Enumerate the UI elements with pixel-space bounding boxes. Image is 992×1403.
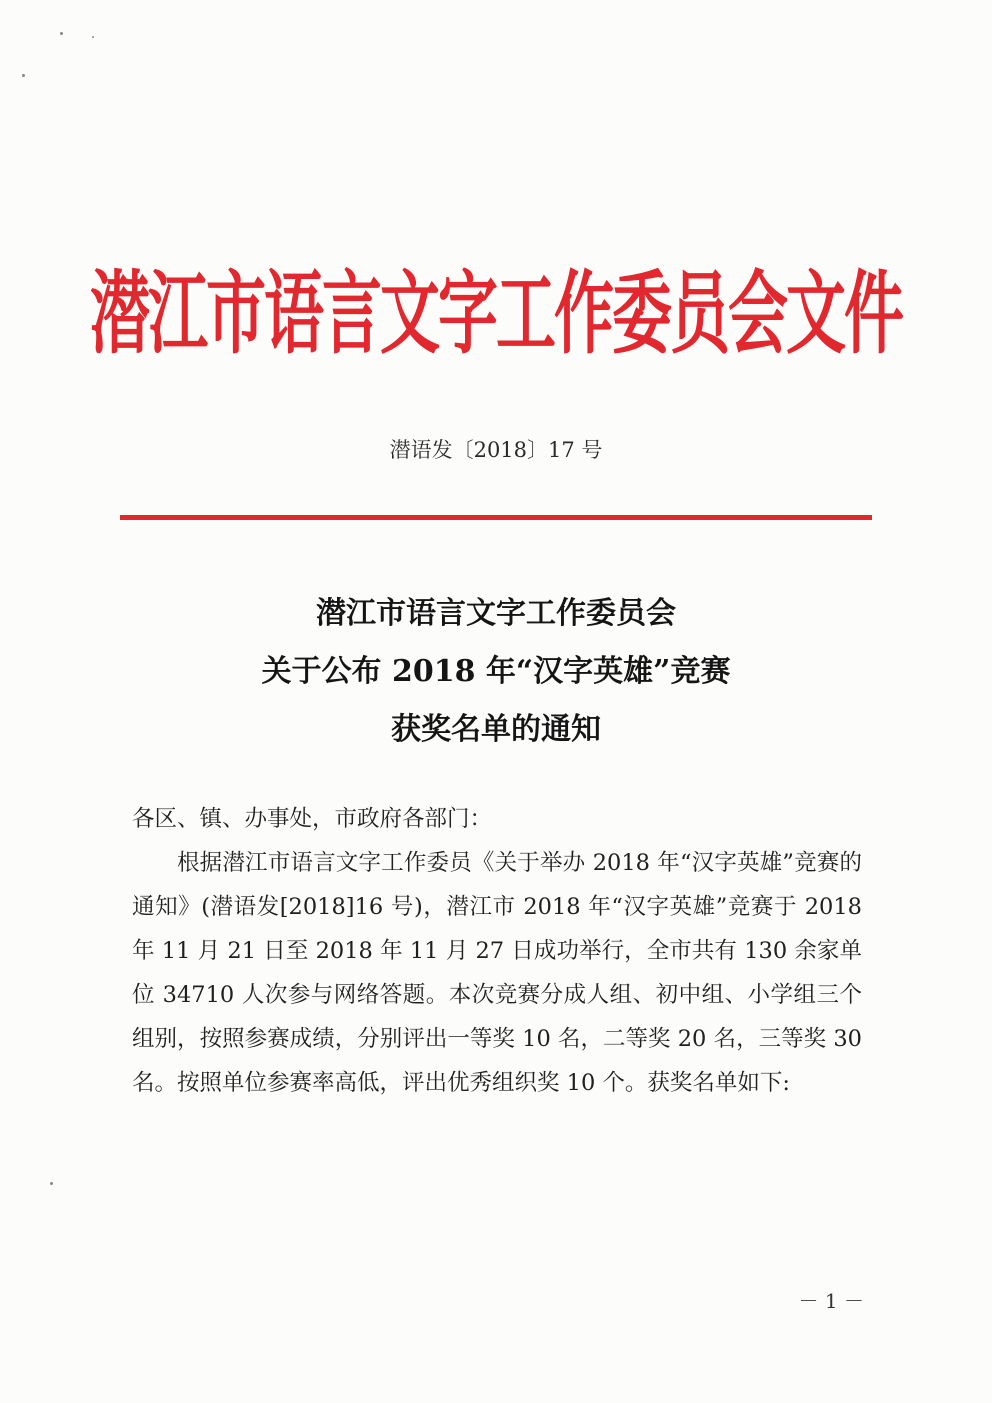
notice-title [0,585,992,759]
salutation: 各区、镇、办事处，市政府各部门： [132,806,493,832]
document-number: 潜语发〔2018〕17 号 [389,438,603,462]
document-header-title: 潜江市语言文字工作委员会文件 [90,262,902,367]
notice-title-line: 关于公布 2018 年“汉字英雄”竞赛 [261,654,731,689]
red-divider-line [120,515,872,520]
scan-speck [92,36,94,38]
body-paragraph: 根据潜江市语言文字工作委员《关于举办 2018 年“汉字英雄”竞赛的通知》(潜语发[2018]16 号)，潜江市 2018 年“汉字英雄”竞赛于 2018 年 11 月 21 日至 2018 年 11 月 27 日成功举行，全市共有 130 余家单位 34710 人次参与网络答题。本次竞赛分成人组、初中组、小学组三个组别，按照参赛成绩，分别评出一等奖 10 名，二等奖 20 名，三等奖 30 名。按照单位参赛率高低，评出优秀组织奖 10 个。获奖名单如下: [132,850,862,1096]
scan-speck [60,32,63,35]
notice-title-line: 潜江市语言文字工作委员会 [316,596,676,631]
scan-speck [22,74,25,77]
notice-title-line: 获奖名单的通知 [391,712,601,747]
page-number: － 1 － [798,1289,864,1313]
notice-body [132,797,862,1105]
scan-speck [50,1182,53,1185]
